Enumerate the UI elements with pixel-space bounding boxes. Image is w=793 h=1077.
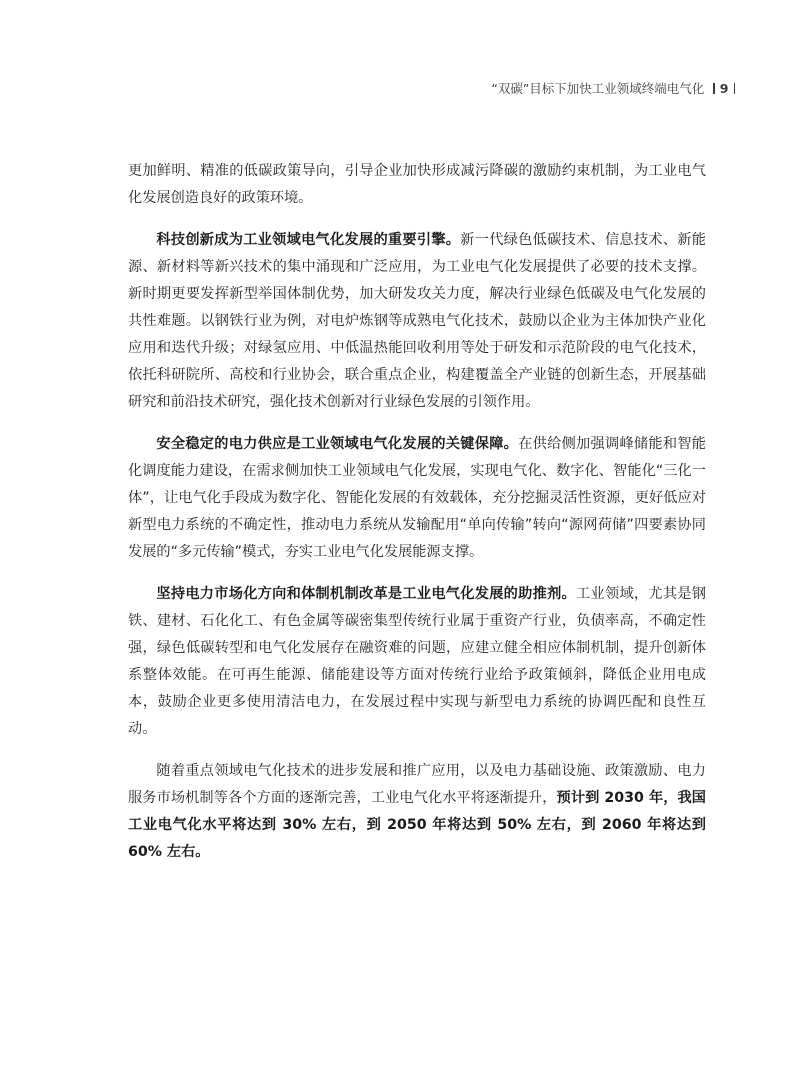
paragraph-text: 工业领域，尤其是钢铁、建材、石化化工、有色金属等碳密集型传统行业属于重资产行业，负债率高，不确定性强，绿色低碳转型和电气化发展存在融资难的问题，应建立健全相应体制机制，提升创新体系整体效能。在可再生能源、储能建设等方面对传统行业给予政策倾斜，降低企业用电成本，鼓励企业更多使用清洁电力，在发展过程中实现与新型电力系统的协调匹配和良性互动。 <box>128 586 706 737</box>
paragraph-power-supply <box>128 431 706 566</box>
paragraph-text: 更加鲜明、精准的低碳政策导向，引导企业加快形成减污降碳的激励约束机制，为工业电气化发展创造良好的政策环境。 <box>128 163 706 206</box>
paragraph-lead: 科技创新成为工业领域电气化发展的重要引擎。 <box>156 232 461 248</box>
running-header <box>491 79 735 97</box>
paragraph-text: 新一代绿色低碳技术、信息技术、新能源、新材料等新兴技术的集中涌现和广泛应用，为工业电气化发展提供了必要的技术支撑。新时期更要发挥新型举国体制优势，加大研发攻关力度，解决行业绿色低碳及电气化发展的共性难题。以钢铁行业为例，对电炉炼钢等成熟电气化技术，鼓励以企业为主体加快产业化应用和迭代升级；对绿氢应用、中低温热能回收利用等处于研发和示范阶段的电气化技术，依托科研院所、高校和行业协会，联合重点企业，构建覆盖全产业链的创新生态，开展基础研究和前沿技术研究，强化技术创新对行业绿色发展的引领作用。 <box>128 232 706 410</box>
body-text <box>128 158 706 881</box>
paragraph-text: 在供给侧加强调峰储能和智能化调度能力建设，在需求侧加快工业领域电气化发展，实现电气化、数字化、智能化“三化一体”，让电气化手段成为数字化、智能化发展的有效载体，充分挖掘灵活性资源，更好低应对新型电力系统的不确定性，推动电力系统从发输配用“单向传输”转向“源网荷储”四要素协同发展的“多元传输”模式，夯实工业电气化发展能源支撑。 <box>128 436 706 560</box>
header-title: “双碳”目标下加快工业领域终端电气化 <box>491 81 705 96</box>
header-separator-left <box>713 83 715 94</box>
page-number: 9 <box>719 80 729 96</box>
forecast-highlight: 预计到 2030 年，我国工业电气化水平将达到 30% 左右，到 2050 年将达到 50% 左右，到 2060 年将达到 60% 左右。 <box>128 790 706 860</box>
paragraph-tech-innovation <box>128 227 706 416</box>
paragraph-market-reform <box>128 581 706 743</box>
paragraph-forecast <box>128 758 706 866</box>
paragraph-text: 随着重点领域电气化技术的进步发展和推广应用，以及电力基础设施、政策激励、电力服务市场机制等各个方面的逐渐完善，工业电气化水平将逐渐提升， <box>128 763 706 806</box>
paragraph-lead: 安全稳定的电力供应是工业领域电气化发展的关键保障。 <box>156 436 519 452</box>
paragraph-continuation <box>128 158 706 212</box>
header-separator-right <box>734 83 736 94</box>
paragraph-lead: 坚持电力市场化方向和体制机制改革是工业电气化发展的助推剂。 <box>156 586 577 602</box>
